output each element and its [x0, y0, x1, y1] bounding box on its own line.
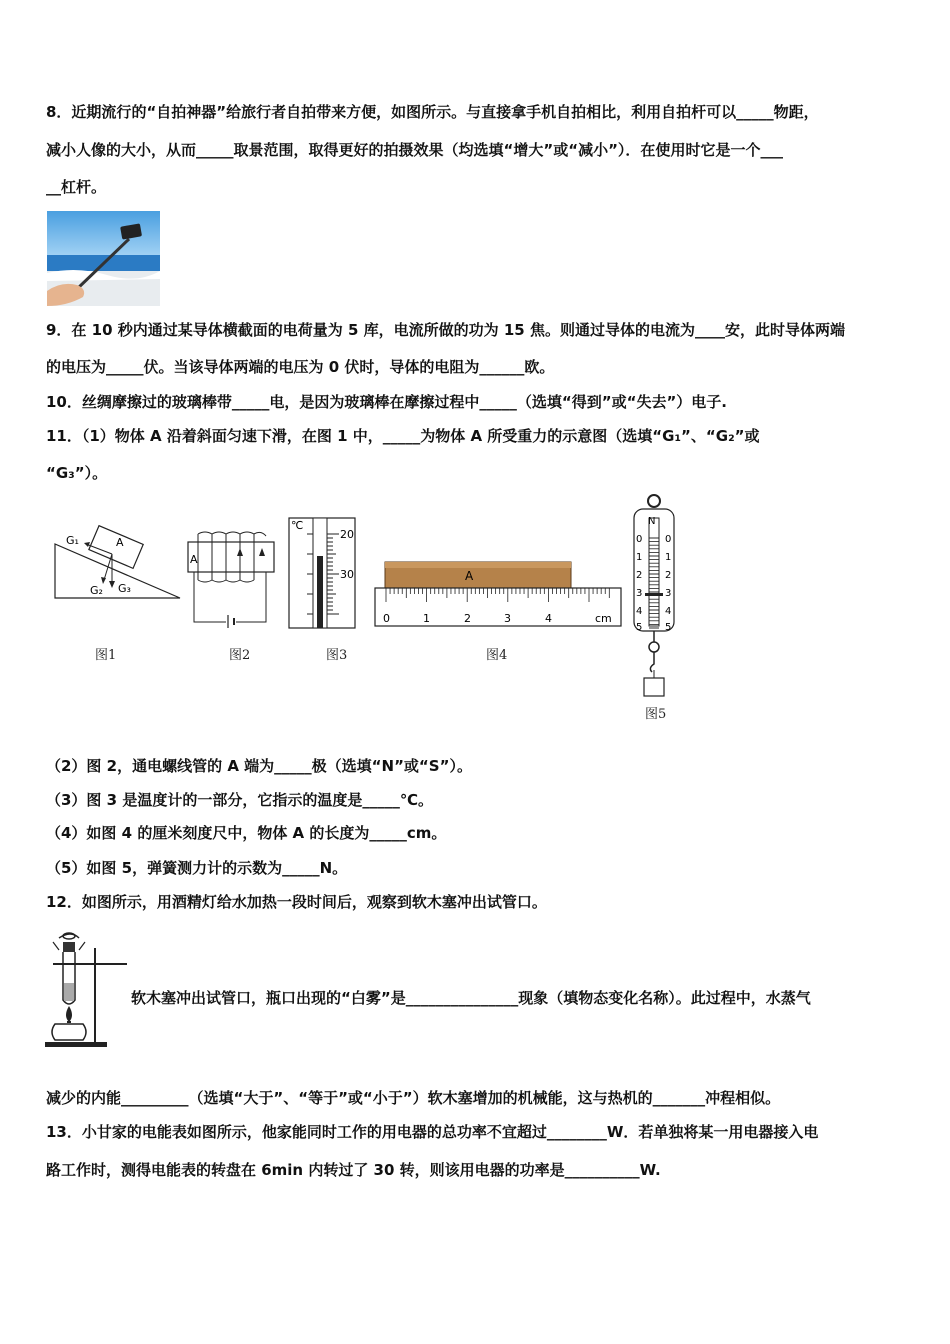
q9-line1: 9．在 10 秒内通过某导体横截面的电荷量为 5 库，电流所做的功为 15 焦。则通过导体的电流为____安，此时导体两端	[46, 321, 845, 339]
scale-right-5: 5	[665, 622, 672, 633]
scale-left-2: 2	[636, 570, 643, 581]
scale-left-1: 1	[636, 552, 643, 563]
figure-2-caption: 图2	[229, 648, 251, 663]
ruler-label-3: 3	[504, 612, 511, 625]
q11-sub5: （5）如图 5，弹簧测力计的示数为_____N。	[46, 859, 348, 877]
figure-3-thermometer	[287, 516, 359, 632]
ruler-label-4: 4	[545, 612, 552, 625]
selfie-stick-image	[47, 211, 160, 306]
q13-line1: 13．小甘家的电能表如图所示，他家能同时工作的用电器的总功率不宜超过________W．若单独将某一用电器接入电	[46, 1123, 819, 1141]
ruler-unit: cm	[595, 612, 612, 625]
scale-right-4: 4	[665, 606, 672, 617]
thermometer-tick-20: 20	[340, 528, 354, 541]
figure-1-caption: 图1	[95, 648, 117, 663]
scale-unit: N	[648, 516, 656, 527]
scale-left-5: 5	[636, 622, 643, 633]
figure-1-incline	[50, 522, 184, 602]
q9-line2: 的电压为_____伏。当该导体两端的电压为 0 伏时，导体的电阻为______欧。	[46, 358, 555, 376]
g3-label: G₃	[118, 582, 131, 595]
q13-line2: 路工作时，测得电能表的转盘在 6min 内转过了 30 转，则该用电器的功率是__________W.	[46, 1161, 661, 1179]
q10-line1: 10．丝绸摩擦过的玻璃棒带_____电，是因为玻璃棒在摩擦过程中_____（选填“得到”或“失去”）电子.	[46, 393, 728, 411]
q8-line2: 减小人像的大小，从而_____取景范围，取得更好的拍摄效果（均选填“增大”或“减小”）．在使用时它是一个___	[46, 141, 783, 159]
thermometer-tick-30: 30	[340, 568, 354, 581]
scale-left-4: 4	[636, 606, 643, 617]
figure-2-solenoid	[184, 528, 280, 628]
scale-right-2: 2	[665, 570, 672, 581]
figure-5-spring-scale	[628, 492, 682, 704]
figure-5-caption: 图5	[645, 707, 667, 722]
g1-label: G₁	[66, 534, 79, 547]
ruler-label-2: 2	[464, 612, 471, 625]
figure-4-caption: 图4	[486, 648, 508, 663]
alcohol-lamp-apparatus-image	[45, 928, 127, 1050]
q8-line1: 8．近期流行的“自拍神器”给旅行者自拍带来方便，如图所示。与直接拿手机自拍相比，利用自拍杆可以_____物距，	[46, 103, 819, 121]
q12-line3: 减少的内能_________（选填“大于”、“等于”或“小于”）软木塞增加的机械能，这与热机的_______冲程相似。	[46, 1089, 781, 1107]
scale-right-0: 0	[665, 534, 672, 545]
q11-sub4: （4）如图 4 的厘米刻度尺中，物体 A 的长度为_____cm。	[46, 824, 447, 842]
solenoid-a-label: A	[190, 553, 198, 566]
block-a-label: A	[116, 536, 124, 549]
q11-sub3: （3）图 3 是温度计的一部分，它指示的温度是_____℃。	[46, 791, 433, 809]
q11-line1: 11．（1）物体 A 沿着斜面匀速下滑，在图 1 中，_____为物体 A 所受重力的示意图（选填“G₁”、“G₂”或	[46, 427, 760, 445]
q8-line3: __杠杆。	[46, 178, 107, 196]
figure-4-ruler	[373, 560, 623, 628]
ruler-label-0: 0	[383, 612, 390, 625]
scale-left-0: 0	[636, 534, 643, 545]
q11-line2: “G₃”）。	[46, 464, 108, 482]
ruler-label-1: 1	[423, 612, 430, 625]
q12-line1: 12．如图所示，用酒精灯给水加热一段时间后，观察到软木塞冲出试管口。	[46, 893, 547, 911]
g2-label: G₂	[90, 584, 103, 597]
scale-right-1: 1	[665, 552, 672, 563]
q11-sub2: （2）图 2，通电螺线管的 A 端为_____极（选填“N”或“S”）。	[46, 757, 472, 775]
scale-right-3: 3	[665, 588, 672, 599]
q12-line2: 软木塞冲出试管口，瓶口出现的“白雾”是_______________现象（填物态变化名称）。此过程中，水蒸气	[131, 989, 811, 1007]
thermometer-unit: ℃	[291, 519, 304, 532]
ruler-block-a-label: A	[465, 569, 474, 583]
scale-left-3: 3	[636, 588, 643, 599]
figure-3-caption: 图3	[326, 648, 348, 663]
